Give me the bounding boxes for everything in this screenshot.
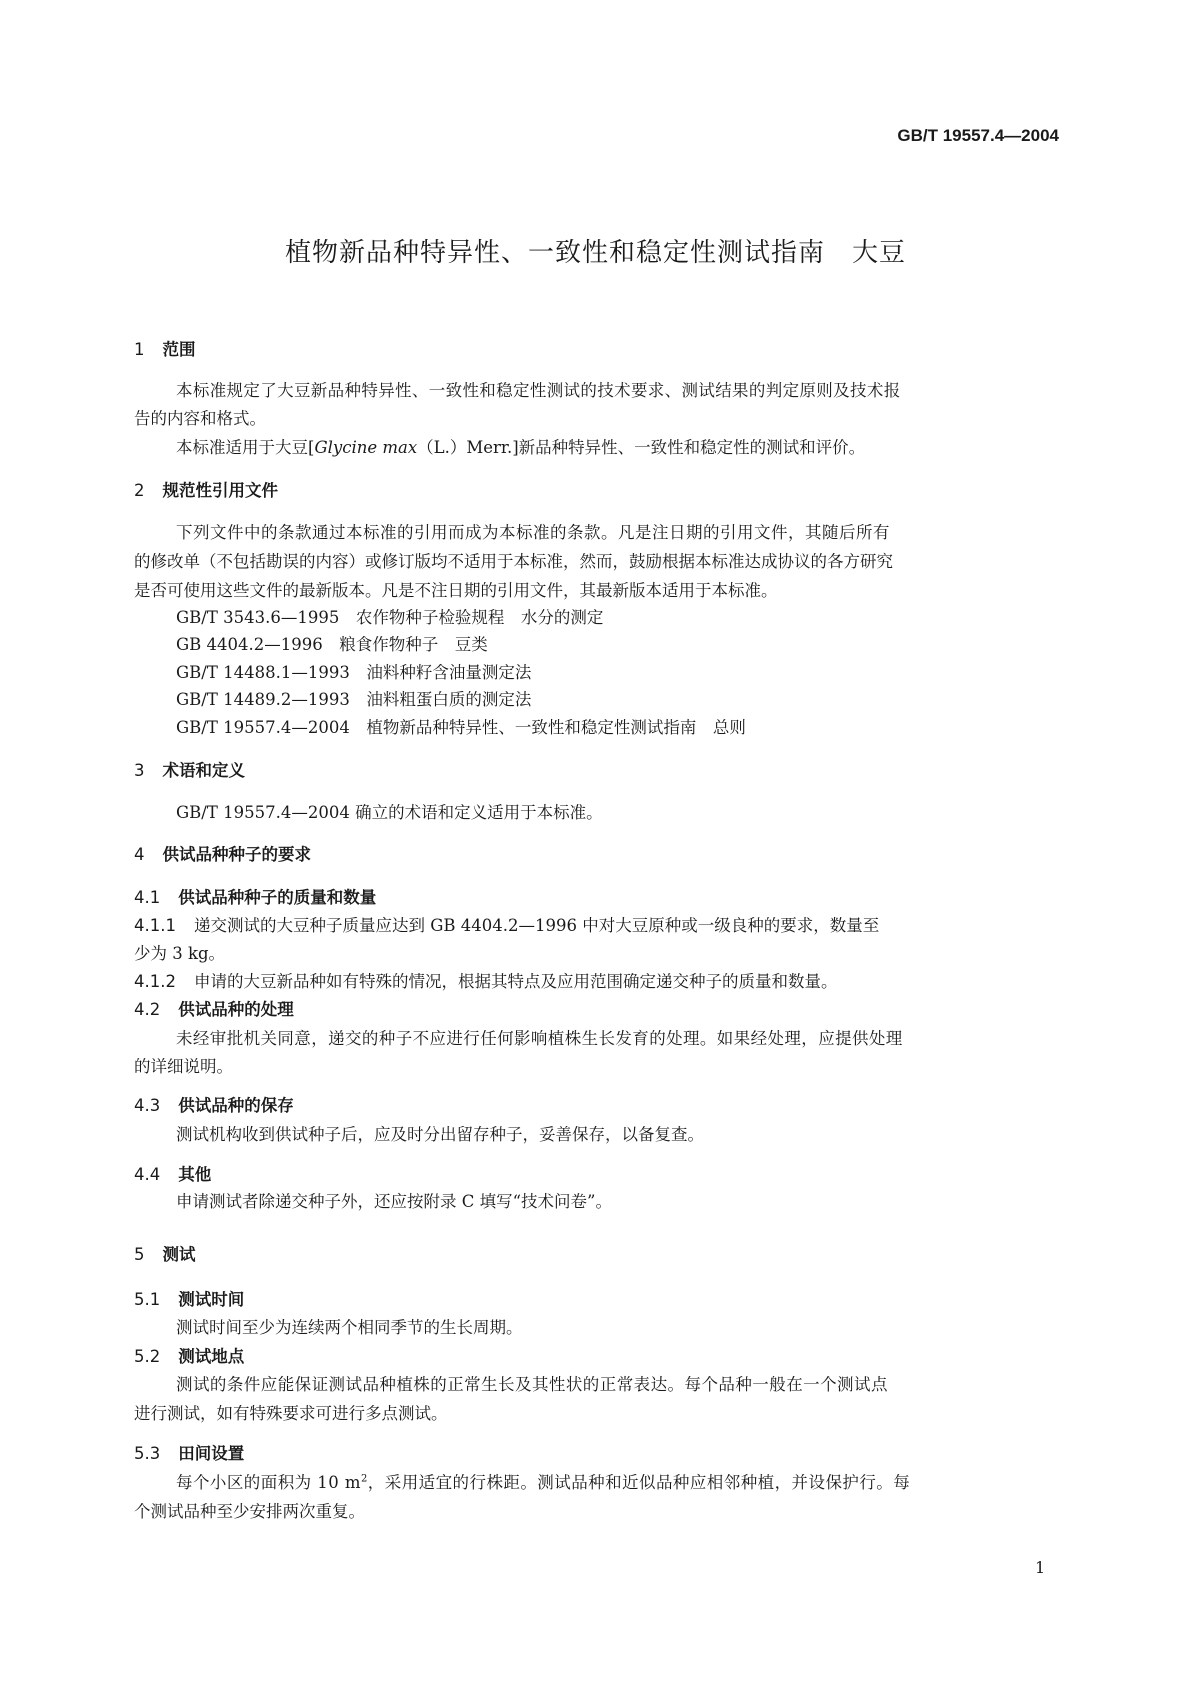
section-number: 3 — [134, 761, 145, 780]
subsection-number: 4.3 — [134, 1096, 161, 1115]
subsection-4-2-heading — [134, 996, 294, 1020]
subsection-5-2-heading — [134, 1343, 244, 1367]
reference-item: GB/T 19557.4—2004 植物新品种特异性、一致性和稳定性测试指南 总则 — [176, 718, 746, 737]
section-number: 5 — [134, 1245, 145, 1264]
paragraph-line — [176, 1469, 910, 1493]
section-1-heading — [134, 336, 196, 360]
subsection-5-1-heading — [134, 1286, 244, 1310]
paragraph-line: 申请测试者除递交种子外，还应按附录 C 填写“技术问卷”。 — [176, 1192, 612, 1211]
superscript: 2 — [360, 1473, 368, 1485]
paragraph-line — [176, 434, 865, 458]
subsection-title: 供试品种的处理 — [178, 1000, 294, 1019]
clause-number: 4.1.1 — [134, 916, 176, 935]
paragraph-line: 测试的条件应能保证测试品种植株的正常生长及其性状的正常表达。每个品种一般在一个测试点 — [176, 1375, 888, 1394]
paragraph-line: 告的内容和格式。 — [134, 409, 266, 428]
paragraph-line: 测试时间至少为连续两个相同季节的生长周期。 — [176, 1318, 523, 1337]
text-run: ，采用适宜的行株距。测试品种和近似品种应相邻种植，并设保护行。每 — [367, 1473, 911, 1492]
subsection-number: 4.2 — [134, 1000, 161, 1019]
subsection-number: 5.1 — [134, 1290, 161, 1309]
section-title: 范围 — [162, 340, 196, 359]
text-run: 本标准适用于大豆[ — [176, 438, 315, 457]
subsection-5-3-heading — [134, 1440, 244, 1464]
paragraph-line: 未经审批机关同意，递交的种子不应进行任何影响植株生长发育的处理。如果经处理，应提供处理 — [176, 1029, 903, 1048]
clause-4-1-1 — [134, 912, 879, 936]
clause-text: 申请的大豆新品种如有特殊的情况，根据其特点及应用范围确定递交种子的质量和数量。 — [193, 972, 838, 991]
page-number: 1 — [1035, 1558, 1046, 1577]
reference-item: GB/T 14489.2—1993 油料粗蛋白质的测定法 — [176, 690, 532, 709]
paragraph-line: 本标准规定了大豆新品种特异性、一致性和稳定性测试的技术要求、测试结果的判定原则及技术报 — [176, 381, 901, 400]
clause-4-1-2 — [134, 968, 837, 992]
subsection-number: 5.3 — [134, 1444, 161, 1463]
subsection-number: 4.4 — [134, 1165, 161, 1184]
standard-number: GB/T 19557.4—2004 — [897, 126, 1059, 145]
section-title: 供试品种种子的要求 — [162, 845, 311, 864]
section-title: 术语和定义 — [162, 761, 245, 780]
paragraph-line: 下列文件中的条款通过本标准的引用而成为本标准的条款。凡是注日期的引用文件，其随后所有 — [176, 523, 890, 542]
paragraph-line: 个测试品种至少安排两次重复。 — [134, 1502, 365, 1521]
clause-text: 递交测试的大豆种子质量应达到 GB 4404.2—1996 中对大豆原种或一级良种的要求，数量至 — [193, 916, 880, 935]
subsection-number: 4.1 — [134, 888, 161, 907]
reference-item: GB/T 3543.6—1995 农作物种子检验规程 水分的测定 — [176, 608, 604, 627]
paragraph-line: 是否可使用这些文件的最新版本。凡是不注日期的引用文件，其最新版本适用于本标准。 — [134, 581, 778, 600]
document-title: 植物新品种特异性、一致性和稳定性测试指南 大豆 — [284, 238, 906, 268]
section-2-heading — [134, 477, 278, 501]
subsection-title: 供试品种种子的质量和数量 — [178, 888, 377, 907]
section-number: 1 — [134, 340, 145, 359]
paragraph-line: 进行测试，如有特殊要求可进行多点测试。 — [134, 1404, 448, 1423]
subsection-title: 其他 — [178, 1165, 212, 1184]
section-number: 2 — [134, 481, 145, 500]
subsection-title: 田间设置 — [178, 1444, 245, 1463]
subsection-4-4-heading — [134, 1161, 211, 1185]
reference-item: GB 4404.2—1996 粮食作物种子 豆类 — [176, 635, 488, 654]
section-3-heading — [134, 757, 245, 781]
section-5-heading — [134, 1241, 196, 1265]
text-run: （L.）Merr.]新品种特异性、一致性和稳定性的测试和评价。 — [417, 438, 866, 457]
section-title: 测试 — [162, 1245, 196, 1264]
subsection-number: 5.2 — [134, 1347, 161, 1366]
paragraph-line: 测试机构收到供试种子后，应及时分出留存种子，妥善保存，以备复查。 — [176, 1125, 704, 1144]
paragraph-line: 的修改单（不包括勘误的内容）或修订版均不适用于本标准，然而，鼓励根据本标准达成协议的各方研究 — [134, 552, 893, 571]
section-number: 4 — [134, 845, 145, 864]
subsection-4-1-heading — [134, 884, 376, 908]
latin-name: Glycine max — [314, 438, 418, 457]
clause-number: 4.1.2 — [134, 972, 176, 991]
subsection-4-3-heading — [134, 1092, 294, 1116]
section-title: 规范性引用文件 — [162, 481, 278, 500]
section-4-heading — [134, 841, 311, 865]
subsection-title: 供试品种的保存 — [178, 1096, 294, 1115]
subsection-title: 测试时间 — [178, 1290, 245, 1309]
text-run: 每个小区的面积为 10 m — [176, 1473, 361, 1492]
paragraph-line: 的详细说明。 — [134, 1057, 233, 1076]
reference-item: GB/T 14488.1—1993 油料种籽含油量测定法 — [176, 663, 532, 682]
subsection-title: 测试地点 — [178, 1347, 245, 1366]
paragraph-line: GB/T 19557.4—2004 确立的术语和定义适用于本标准。 — [176, 803, 603, 822]
paragraph-line: 少为 3 kg。 — [134, 944, 226, 963]
